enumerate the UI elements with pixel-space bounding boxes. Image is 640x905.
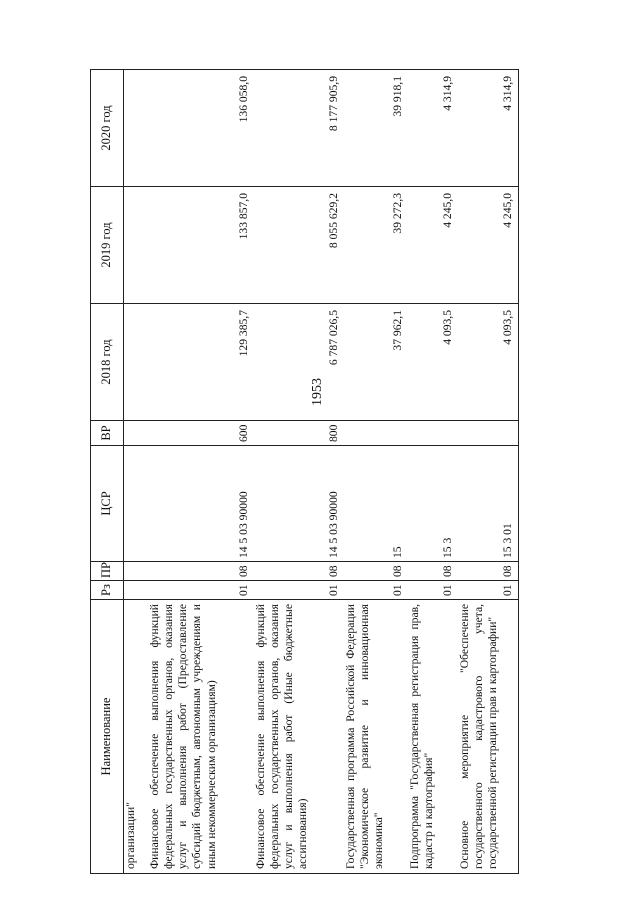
cell-2018: 129 385,7	[148, 304, 254, 421]
cell-name: Основное мероприятие "Обеспечение государственного кадастрового учета, государственной регистрации прав и картографии"	[458, 600, 519, 874]
cell-2020: 39 918,1	[344, 70, 408, 187]
cell-pr: 08	[254, 562, 344, 581]
page-number: 1953	[310, 378, 325, 406]
cell-name: Финансовое обеспечение выполнения функций федеральных государственных органов, оказания услуг и выполнения работ (Иные бюджетные ассигнования)	[254, 600, 344, 874]
table-header-row	[91, 70, 124, 874]
cell-rz: 01	[458, 581, 519, 600]
cell-2018: 4 093,5	[458, 304, 519, 421]
table-row	[124, 70, 149, 874]
rotated-table-container	[90, 70, 630, 874]
cell-name: организации"	[124, 600, 149, 874]
cell-csr: 15 3	[408, 446, 458, 562]
cell-csr: 15	[344, 446, 408, 562]
table-row	[148, 70, 254, 874]
header-name: Наименование	[91, 600, 124, 874]
table-row	[344, 70, 408, 874]
cell-2019: 8 055 629,2	[254, 187, 344, 304]
cell-vr: 600	[148, 421, 254, 446]
cell-2020: 8 177 905,9	[254, 70, 344, 187]
cell-vr: 800	[254, 421, 344, 446]
cell-rz: 01	[344, 581, 408, 600]
cell-2020: 4 314,9	[458, 70, 519, 187]
header-2018: 2018 год	[91, 304, 124, 421]
cell-pr: 08	[148, 562, 254, 581]
cell-2018: 37 962,1	[344, 304, 408, 421]
cell-vr	[344, 421, 408, 446]
table-row	[408, 70, 458, 874]
cell-2020: 136 058,0	[148, 70, 254, 187]
cell-2019: 4 245,0	[458, 187, 519, 304]
header-csr: ЦСР	[91, 446, 124, 562]
header-pr: ПР	[91, 562, 124, 581]
cell-csr: 15 3 01	[458, 446, 519, 562]
cell-2018	[124, 304, 149, 421]
cell-pr: 08	[458, 562, 519, 581]
cell-2019: 133 857,0	[148, 187, 254, 304]
cell-name: Подпрограмма "Государственная регистрация прав, кадастр и картография"	[408, 600, 458, 874]
cell-csr: 14 5 03 90000	[254, 446, 344, 562]
budget-table	[90, 69, 519, 874]
cell-csr	[124, 446, 149, 562]
cell-name: Финансовое обеспечение выполнения функций федеральных государственных органов, оказания услуг и выполнения работ (Предоставление субсидий бюджетным, автономным учреждениям и иным некоммерческим организациям)	[148, 600, 254, 874]
cell-vr	[458, 421, 519, 446]
header-2019: 2019 год	[91, 187, 124, 304]
cell-2018: 4 093,5	[408, 304, 458, 421]
header-rz: Рз	[91, 581, 124, 600]
cell-rz: 01	[254, 581, 344, 600]
table-row	[254, 70, 344, 874]
table-row	[458, 70, 519, 874]
cell-pr: 08	[408, 562, 458, 581]
cell-vr	[124, 421, 149, 446]
header-vr: ВР	[91, 421, 124, 446]
cell-rz: 01	[148, 581, 254, 600]
cell-rz: 01	[408, 581, 458, 600]
cell-2019: 39 272,3	[344, 187, 408, 304]
cell-2020: 4 314,9	[408, 70, 458, 187]
cell-csr: 14 5 03 90000	[148, 446, 254, 562]
cell-name: Государственная программа Российской Федерации "Экономическое развитие и инновационная экономика"	[344, 600, 408, 874]
cell-pr: 08	[344, 562, 408, 581]
cell-rz	[124, 581, 149, 600]
cell-vr	[408, 421, 458, 446]
header-2020: 2020 год	[91, 70, 124, 187]
cell-2020	[124, 70, 149, 187]
cell-2019: 4 245,0	[408, 187, 458, 304]
cell-2019	[124, 187, 149, 304]
cell-2018: 6 787 026,5	[254, 304, 344, 421]
cell-pr	[124, 562, 149, 581]
